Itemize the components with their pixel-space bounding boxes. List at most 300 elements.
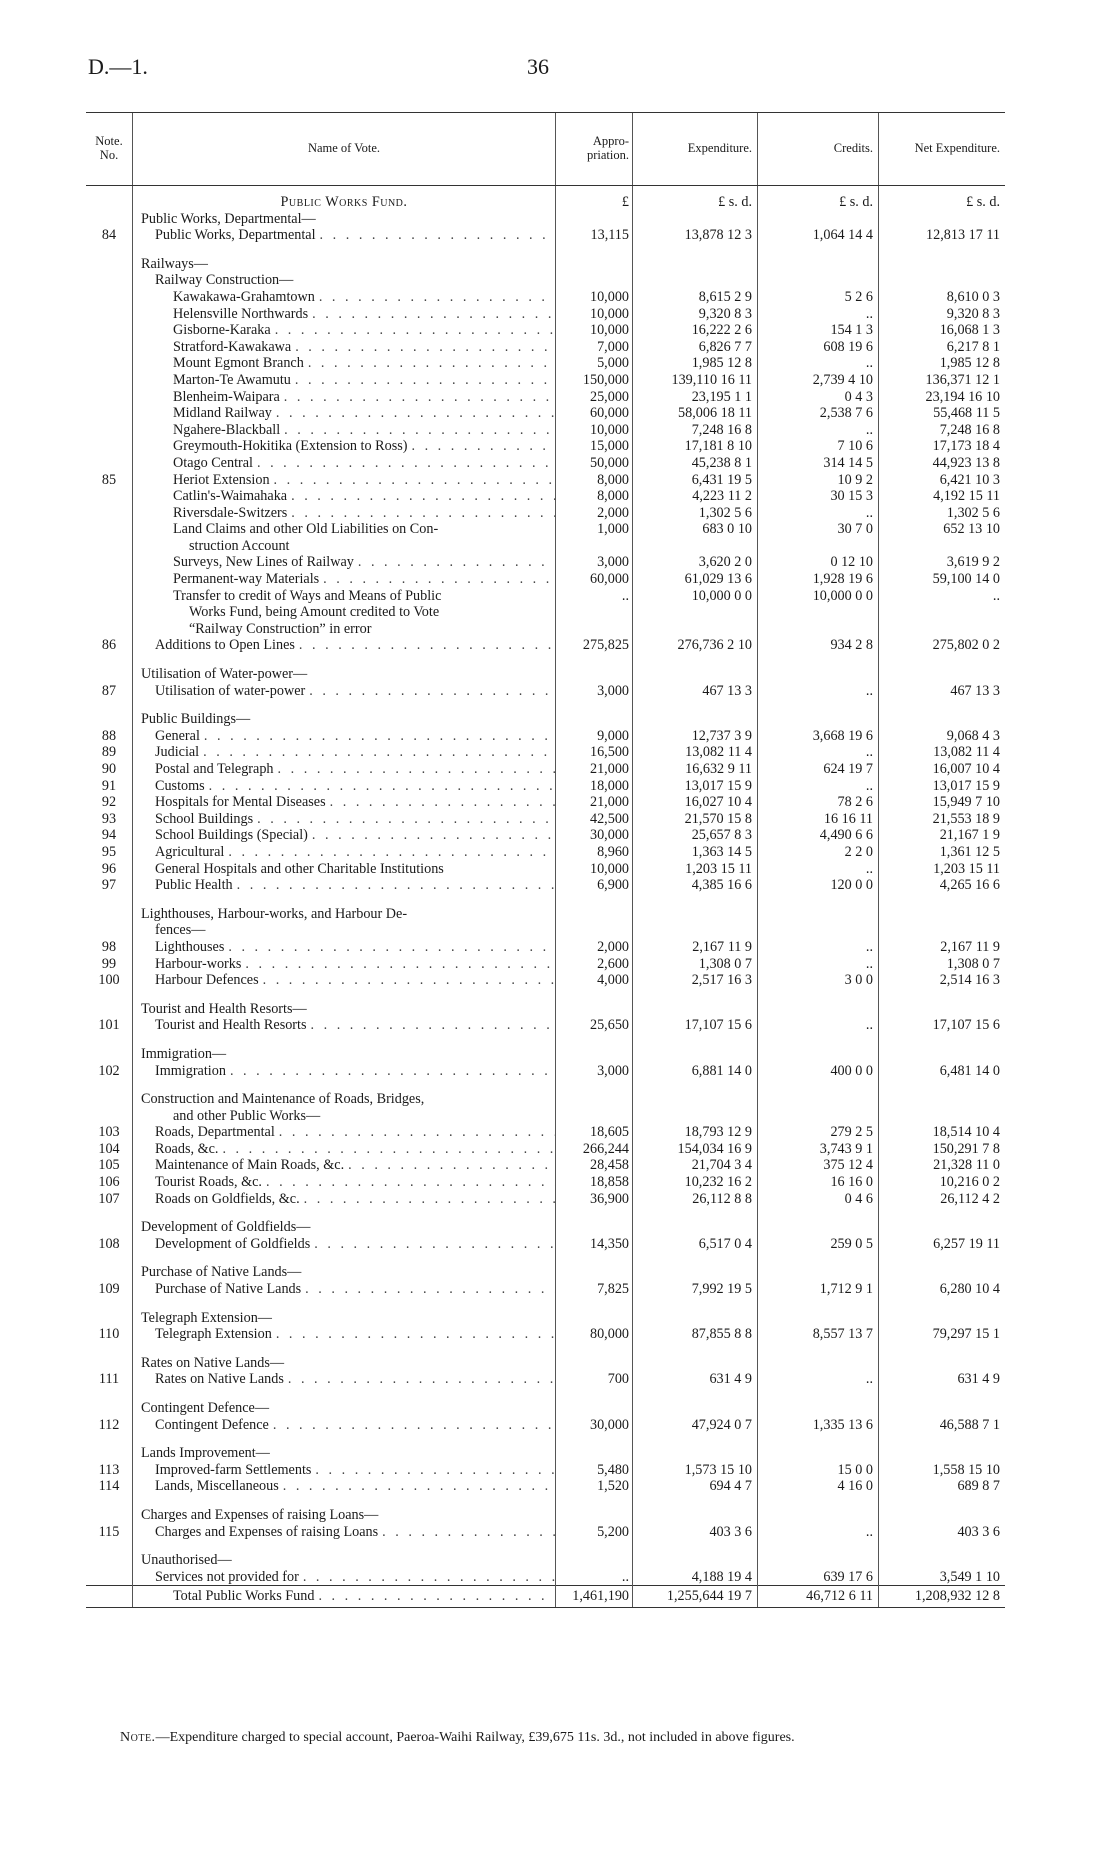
group-heading-row [86,256,1005,273]
spacer-cell [86,1495,133,1507]
note-number [86,272,133,289]
table-row [86,405,1005,422]
note-number: 96 [101,860,117,877]
net-expenditure-value: 8,610 0 3 [879,289,1006,306]
expenditure-value: 13,017 15 9 [633,778,758,795]
expenditure-value: 4,223 11 2 [633,488,758,505]
vote-name-cell [133,521,556,538]
vote-name-cell [133,272,556,289]
spacer-cell [633,654,758,666]
vote-name-cell [133,1417,556,1434]
appropriation-value: 28,458 [556,1157,633,1174]
vote-name-cell [133,1281,556,1298]
expenditure-value: 25,657 8 3 [633,827,758,844]
note-number: 112 [98,1416,120,1433]
vote-name-cell [133,1462,556,1479]
spacer-cell [556,699,633,711]
credits-value: .. [758,1371,879,1388]
note-number [86,488,133,505]
credits-value [758,272,879,289]
table-row [86,389,1005,406]
col-header-appropriation: Appro- priation. [556,113,633,186]
spacer-cell [758,1034,879,1046]
net-expenditure-value [879,666,1006,683]
net-expenditure-value: 17,107 15 6 [879,1017,1006,1034]
note-number [86,1400,133,1417]
credits-value: 154 1 3 [758,322,879,339]
vote-name-wrap [133,1524,555,1541]
col-header-expenditure: Expenditure. [633,113,758,186]
vote-name-cell [133,637,556,654]
group-heading: and other Public Works— [173,1107,321,1124]
expenditure-value: 1,573 15 10 [633,1462,758,1479]
net-expenditure-value [879,711,1006,728]
spacer-cell [879,244,1006,256]
net-expenditure-value: 275,802 0 2 [879,637,1006,654]
note-number [86,289,133,306]
group-heading: Telegraph Extension— [141,1309,272,1326]
vote-name-cell [133,1355,556,1372]
appropriation-value: 10,000 [556,306,633,323]
vote-name-wrap [133,438,555,455]
appropriation-value: 7,000 [556,339,633,356]
appropriation-value: 275,825 [556,637,633,654]
note-number [86,1046,133,1063]
spacer-cell [879,1343,1006,1355]
vote-name: Contingent Defence [155,1416,269,1433]
spacer-cell [556,1495,633,1507]
vote-name-cell [133,683,556,700]
note-number: 94 [101,827,117,844]
credits-value: 934 2 8 [758,637,879,654]
leader-dots [291,372,555,389]
accounts-table [86,112,1005,1608]
appropriation-value: 15,000 [556,438,633,455]
net-expenditure-value: 15,949 7 10 [879,794,1006,811]
net-expenditure-value: 4,265 16 6 [879,877,1006,894]
vote-name-wrap [133,289,555,306]
vote-name-cell [133,1569,556,1586]
credits-value: 3 0 0 [758,972,879,989]
spacer-cell [86,1034,133,1046]
net-expenditure-value [879,1400,1006,1417]
spacer-row [86,989,1005,1001]
credits-value: 0 4 6 [758,1191,879,1208]
vote-name-cell [133,1091,556,1108]
spacer-cell [879,989,1006,1001]
appropriation-value: 25,650 [556,1017,633,1034]
group-heading-row [86,711,1005,728]
table-row [86,1478,1005,1495]
vote-name-wrap [133,405,555,422]
note-number: 98 [101,938,117,955]
credits-value: 16 16 0 [758,1174,879,1191]
appropriation-value: .. [556,588,633,605]
appropriation-value: 5,480 [556,1462,633,1479]
credits-value: .. [758,939,879,956]
credits-value [758,1046,879,1063]
table-row [86,339,1005,356]
net-expenditure-value: 12,813 17 11 [879,227,1006,244]
footnote-lead: Note. [120,1730,156,1745]
expenditure-value: 1,302 5 6 [633,505,758,522]
appropriation-value: 150,000 [556,372,633,389]
vote-name-cell [133,1174,556,1191]
net-expenditure-value [879,1310,1006,1327]
expenditure-value: 17,181 8 10 [633,438,758,455]
vote-name-wrap [133,1157,555,1174]
net-expenditure-value: 467 13 3 [879,683,1006,700]
note-number: 95 [101,843,117,860]
net-expenditure-value: 1,308 0 7 [879,956,1006,973]
leader-dots [308,827,555,844]
spacer-row [86,1388,1005,1400]
vote-name-cell [133,289,556,306]
credits-value [758,621,879,638]
note-number [86,922,133,939]
table-row [86,1236,1005,1253]
group-heading-row [86,906,1005,923]
note-number [86,389,133,406]
spacer-cell [86,654,133,666]
note-number [86,438,133,455]
vote-name-wrap [133,1552,555,1569]
credits-value: 1,064 14 4 [758,227,879,244]
net-expenditure-value: 3,549 1 10 [879,1569,1006,1586]
net-expenditure-value [879,604,1006,621]
table-row [86,472,1005,489]
spacer-cell [879,1495,1006,1507]
appropriation-value [556,256,633,273]
vote-name-wrap [133,811,555,828]
table-row [86,1371,1005,1388]
note-number [86,1310,133,1327]
group-heading-row [86,1400,1005,1417]
spacer-cell [758,1540,879,1552]
spacer-cell [758,989,879,1001]
appropriation-value [556,1400,633,1417]
spacer-row [86,244,1005,256]
vote-name: Services not provided for [155,1568,299,1585]
table-row [86,422,1005,439]
spacer-cell [879,1252,1006,1264]
vote-name-cell [133,728,556,745]
note-number [86,604,133,621]
vote-name: Judicial [155,744,200,761]
note-number: 113 [98,1461,120,1478]
vote-name-cell [133,405,556,422]
credits-value: 10,000 0 0 [758,588,879,605]
net-expenditure-value: 6,257 19 11 [879,1236,1006,1253]
vote-name-wrap [133,1046,555,1063]
total-appropriation: 1,461,190 [556,1586,633,1608]
vote-name: Public Works, Departmental [155,227,316,244]
vote-name: Gisborne-Karaka [173,322,271,339]
appropriation-value [556,1046,633,1063]
vote-name-wrap [133,1326,555,1343]
expenditure-value: 21,570 15 8 [633,811,758,828]
spacer-cell [879,1079,1006,1091]
expenditure-value: 10,232 16 2 [633,1174,758,1191]
credits-value [758,1552,879,1569]
expenditure-value: 61,029 13 6 [633,571,758,588]
vote-name-cell [133,1371,556,1388]
credits-value: 30 7 0 [758,521,879,538]
expenditure-value [633,621,758,638]
spacer-row [86,1343,1005,1355]
spacer-cell [556,1252,633,1264]
group-heading-row [86,1108,1005,1125]
net-expenditure-value: 4,192 15 11 [879,488,1006,505]
credits-value [758,666,879,683]
vote-name-wrap [133,827,555,844]
leader-dots [272,405,555,422]
fund-title: Public Works Fund. [133,186,556,211]
expenditure-value [633,211,758,228]
appropriation-value: 2,600 [556,956,633,973]
spacer-cell [86,989,133,1001]
spacer-cell [758,244,879,256]
vote-name-wrap [133,306,555,323]
expenditure-value: 6,826 7 7 [633,339,758,356]
spacer-cell [758,894,879,906]
credits-value: .. [758,355,879,372]
expenditure-value: 1,985 12 8 [633,355,758,372]
note-number [86,906,133,923]
appropriation-value: 30,000 [556,827,633,844]
vote-name-wrap [133,1264,555,1281]
table-row [86,438,1005,455]
leader-dots [326,794,555,811]
vote-name: Charges and Expenses of raising Loans [155,1523,379,1540]
vote-name-wrap [133,1355,555,1372]
vote-name: Riversdale-Switzers [173,504,288,521]
credits-value: 0 4 3 [758,389,879,406]
vote-name: Customs [155,777,205,794]
table-row [86,1017,1005,1034]
leader-dots [310,1236,555,1253]
credits-value [758,922,879,939]
leader-dots [253,811,555,828]
credits-value: 279 2 5 [758,1124,879,1141]
table-row [86,683,1005,700]
spacer-cell [86,894,133,906]
expenditure-value: 58,006 18 11 [633,405,758,422]
spacer-row [86,699,1005,711]
appropriation-value: 21,000 [556,761,633,778]
note-number [86,1552,133,1569]
net-expenditure-value [879,1001,1006,1018]
total-net-expenditure: 1,208,932 12 8 [879,1586,1006,1608]
credits-value: .. [758,956,879,973]
spacer-row [86,1540,1005,1552]
net-expenditure-value [879,1264,1006,1281]
vote-name-cell [133,1310,556,1327]
vote-name-cell [133,588,556,605]
expenditure-value: 1,203 15 11 [633,861,758,878]
vote-name-cell [133,455,556,472]
expenditure-value: 4,188 19 4 [633,1569,758,1586]
expenditure-value: 631 4 9 [633,1371,758,1388]
appropriation-value: 42,500 [556,811,633,828]
credits-value [758,1400,879,1417]
net-expenditure-value [879,906,1006,923]
expenditure-value: 12,737 3 9 [633,728,758,745]
note-number [86,1001,133,1018]
note-number [86,505,133,522]
currency-exp: £ s. d. [633,186,758,211]
vote-name: Works Fund, being Amount credited to Vote [189,604,440,621]
spacer-cell [556,1207,633,1219]
note-number: 91 [101,777,117,794]
vote-name-wrap [133,906,555,923]
vote-name-wrap [133,521,555,538]
vote-name-wrap [133,472,555,489]
expenditure-value: 13,082 11 4 [633,744,758,761]
vote-name-cell [133,711,556,728]
expenditure-value: 467 13 3 [633,683,758,700]
leader-dots [274,761,555,778]
table-row [86,289,1005,306]
spacer-cell [86,1343,133,1355]
leader-dots [305,683,555,700]
group-heading: Construction and Maintenance of Roads, Bridges, [141,1091,425,1108]
spacer-row [86,1034,1005,1046]
spacer-cell [86,1252,133,1264]
col-header-name: Name of Vote. [133,113,556,186]
vote-name-wrap [133,604,555,621]
vote-name-wrap [133,227,555,244]
spacer-cell [633,1433,758,1445]
table-row [86,861,1005,878]
appropriation-value: 80,000 [556,1326,633,1343]
vote-name: Lighthouses [155,938,225,955]
note-number: 90 [101,761,117,777]
note-number: 99 [101,955,117,972]
leader-dots [280,389,555,406]
vote-name-cell [133,1236,556,1253]
spacer-cell [633,1034,758,1046]
vote-name-cell [133,1326,556,1343]
table-row [86,939,1005,956]
credits-value: 120 0 0 [758,877,879,894]
note-number: 84 [101,227,117,244]
vote-name: Otago Central [173,454,253,471]
vote-name-cell [133,1219,556,1236]
table-row [86,728,1005,745]
leader-dots [311,1462,555,1479]
table-row [86,488,1005,505]
leader-dots [315,289,555,306]
spacer-cell [879,1207,1006,1219]
note-number [86,322,133,339]
col-header-note: Note. No. [86,113,133,186]
table-row [86,1157,1005,1174]
spacer-cell [133,244,556,256]
vote-name-cell [133,621,556,638]
table-row [86,1174,1005,1191]
vote-name: Midland Railway [173,405,272,422]
leader-dots [224,939,555,956]
note-number [86,1108,133,1125]
leader-dots [300,1191,555,1208]
vote-name: School Buildings (Special) [155,827,308,844]
net-expenditure-value [879,1091,1006,1108]
expenditure-value [633,711,758,728]
spacer-cell [633,699,758,711]
credits-value: 4 16 0 [758,1478,879,1495]
expenditure-value: 10,000 0 0 [633,588,758,605]
appropriation-value [556,922,633,939]
expenditure-value [633,1507,758,1524]
vote-name: Hospitals for Mental Diseases [155,794,326,811]
appropriation-value: 10,000 [556,289,633,306]
table-row [86,1326,1005,1343]
appropriation-value: 60,000 [556,405,633,422]
spacer-cell [556,1433,633,1445]
note-number: 101 [98,1017,120,1034]
vote-name-cell [133,1507,556,1524]
spacer-cell [556,244,633,256]
total-label-cell [133,1586,556,1608]
credits-value [758,1108,879,1125]
table-row [86,505,1005,522]
credits-value [758,211,879,228]
spacer-cell [556,654,633,666]
credits-value: .. [758,861,879,878]
vote-name-wrap [133,1091,555,1108]
vote-name-wrap [133,1219,555,1236]
net-expenditure-value: 13,017 15 9 [879,778,1006,795]
leader-dots [407,438,555,455]
table-row [86,306,1005,323]
table-row [86,1462,1005,1479]
spacer-cell [758,1495,879,1507]
table-row [86,1417,1005,1434]
leader-dots [344,1157,555,1174]
currency-appr: £ [556,186,633,211]
vote-name-cell [133,438,556,455]
appropriation-value: 266,244 [556,1141,633,1158]
credits-value [758,1001,879,1018]
leader-dots [299,1569,555,1586]
table-row [86,744,1005,761]
leader-dots [316,227,555,244]
vote-name-wrap [133,488,555,505]
expenditure-value [633,1552,758,1569]
vote-name: Public Health [155,877,233,894]
note-number [86,405,133,422]
spacer-cell [86,1298,133,1310]
note-number: 106 [98,1174,120,1191]
note-number: 109 [98,1281,120,1298]
expenditure-value: 1,363 14 5 [633,844,758,861]
leader-dots [279,1478,555,1495]
spacer-cell [633,894,758,906]
appropriation-value [556,1108,633,1125]
vote-name-cell [133,827,556,844]
note-number [86,355,133,372]
appropriation-value: 21,000 [556,794,633,811]
vote-name-wrap [133,637,555,654]
spacer-cell [133,989,556,1001]
vote-name-wrap [133,956,555,973]
vote-name: School Buildings [155,810,254,827]
appropriation-value: 8,000 [556,472,633,489]
spacer-cell [879,1433,1006,1445]
credits-value: 3,743 9 1 [758,1141,879,1158]
appropriation-value: 18,000 [556,778,633,795]
